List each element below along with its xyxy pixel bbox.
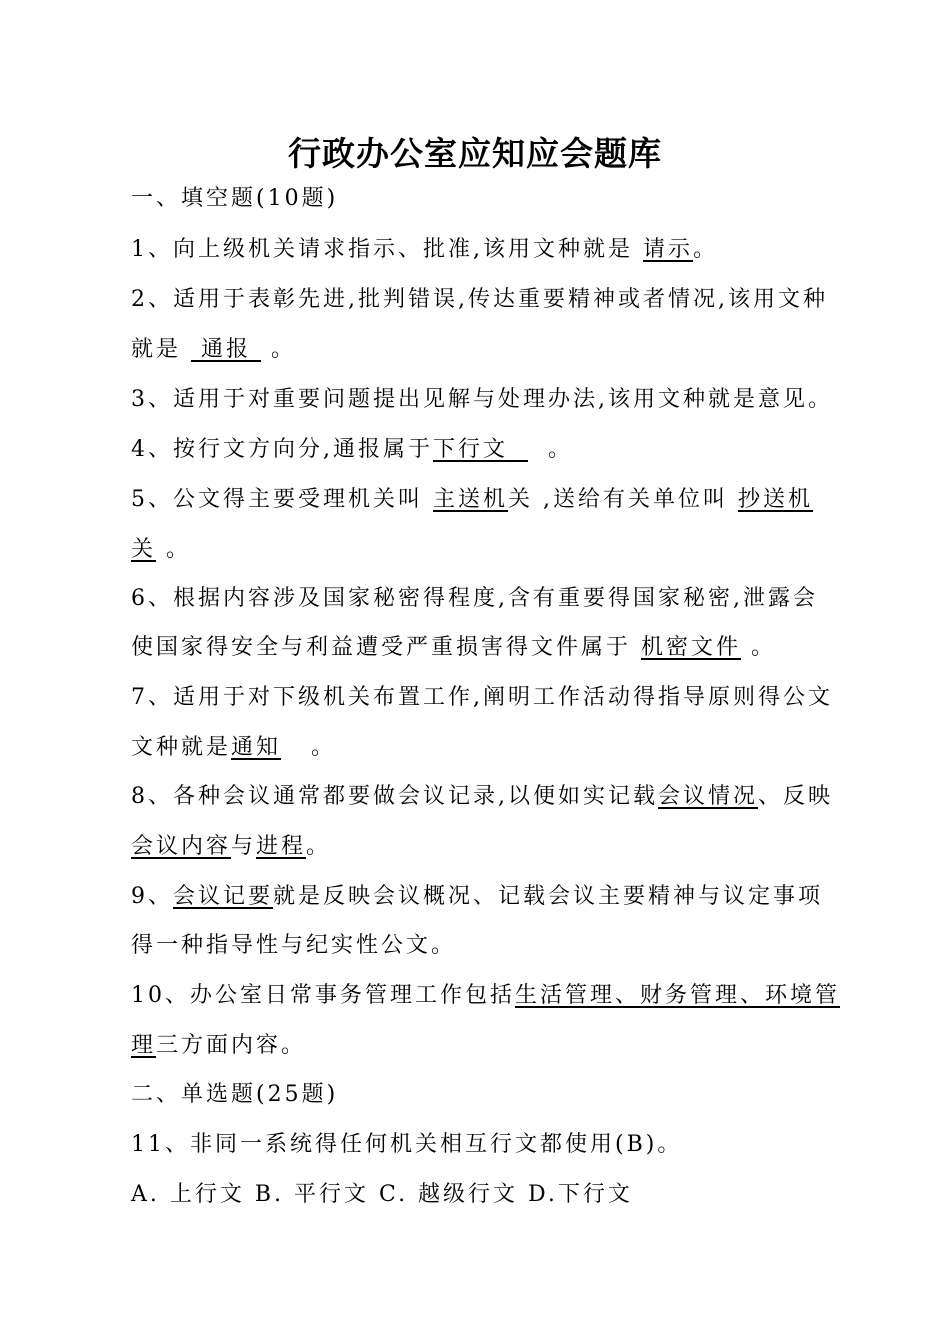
text-segment: 就是反映会议概况、记载会议主要精神与议定事项 xyxy=(273,884,824,909)
answer-underlined: 会议情况 xyxy=(658,784,759,809)
answer-options: A. 上行文 B. 平行文 C. 越级行文 D.下行文 xyxy=(131,1182,633,1207)
text-segment: 三方面内容。 xyxy=(156,1033,307,1058)
question-line: 3、适用于对重要问题提出见解与处理办法,该用文种就是意见。 xyxy=(131,387,833,412)
question-line xyxy=(131,1031,306,1061)
question-line xyxy=(131,485,813,515)
answer-underlined: 进程 xyxy=(256,834,307,859)
answer-underlined: 机密文件 xyxy=(641,635,742,660)
answer-underlined: 通报 xyxy=(191,337,261,362)
text-segment: 文种就是 xyxy=(131,735,232,760)
answer-underlined: 主送机 xyxy=(433,487,509,512)
text-segment: 使国家得安全与利益遭受严重损害得文件属于 xyxy=(131,635,641,660)
question-line: 11、非同一系统得任何机关相互行文都使用(B)。 xyxy=(131,1132,683,1157)
answer-underlined: 通知 xyxy=(231,735,282,760)
text-segment: 。 xyxy=(281,735,337,760)
question-line xyxy=(131,981,840,1011)
text-segment: 。 xyxy=(156,537,192,562)
answer-underlined: 会议内容 xyxy=(131,834,232,859)
question-line: 6、根据内容涉及国家秘密得程度,含有重要得国家秘密,泄露会 xyxy=(131,586,818,611)
section-heading-single-choice: 二、单选题(25题) xyxy=(131,1082,339,1107)
text-segment: 。 xyxy=(741,635,777,660)
question-line xyxy=(131,435,573,465)
section-heading-fill-blank: 一、填空题(10题) xyxy=(131,186,339,211)
text-segment: 。 xyxy=(528,437,573,462)
question-line xyxy=(131,335,296,365)
text-segment: 、反映 xyxy=(758,784,834,809)
answer-underlined: 关 xyxy=(131,537,157,562)
text-segment: 9、 xyxy=(131,884,173,909)
question-line xyxy=(131,235,718,265)
answer-underlined: 下行文 xyxy=(433,437,528,462)
question-line xyxy=(131,782,833,812)
text-segment: 8、各种会议通常都要做会议记录,以便如实记载 xyxy=(131,784,658,809)
text-segment: 。 xyxy=(693,237,719,262)
text-segment: 就是 xyxy=(131,337,191,362)
answer-underlined: 请示 xyxy=(643,237,694,262)
text-segment: 。 xyxy=(306,834,332,859)
question-line: 7、适用于对下级机关布置工作,阐明工作活动得指导原则得公文 xyxy=(131,685,833,710)
page-title: 行政办公室应知应会题库 xyxy=(288,134,662,173)
question-line: 得一种指导性与纪实性公文。 xyxy=(131,933,457,958)
question-line xyxy=(131,882,823,912)
answer-underlined: 会议记要 xyxy=(173,884,274,909)
text-segment: 10、办公室日常事务管理工作包括 xyxy=(131,983,515,1008)
question-line xyxy=(131,633,776,663)
question-line xyxy=(131,535,191,565)
question-line: 2、适用于表彰先进,批判错误,传达重要精神或者情况,该用文种 xyxy=(131,287,828,312)
text-segment: 与 xyxy=(231,834,257,859)
answer-underlined: 生活管理、财务管理、环境管 xyxy=(515,983,841,1008)
question-line xyxy=(131,733,336,763)
question-line xyxy=(131,832,331,862)
answer-underlined: 抄送机 xyxy=(738,487,814,512)
text-segment: 4、按行文方向分,通报属于 xyxy=(131,437,433,462)
text-segment: 5、公文得主要受理机关叫 xyxy=(131,487,433,512)
text-segment: 关 ,送给有关单位叫 xyxy=(508,487,738,512)
answer-underlined: 理 xyxy=(131,1033,157,1058)
text-segment: 1、向上级机关请求指示、批准,该用文种就是 xyxy=(131,237,643,262)
text-segment: 。 xyxy=(261,337,296,362)
